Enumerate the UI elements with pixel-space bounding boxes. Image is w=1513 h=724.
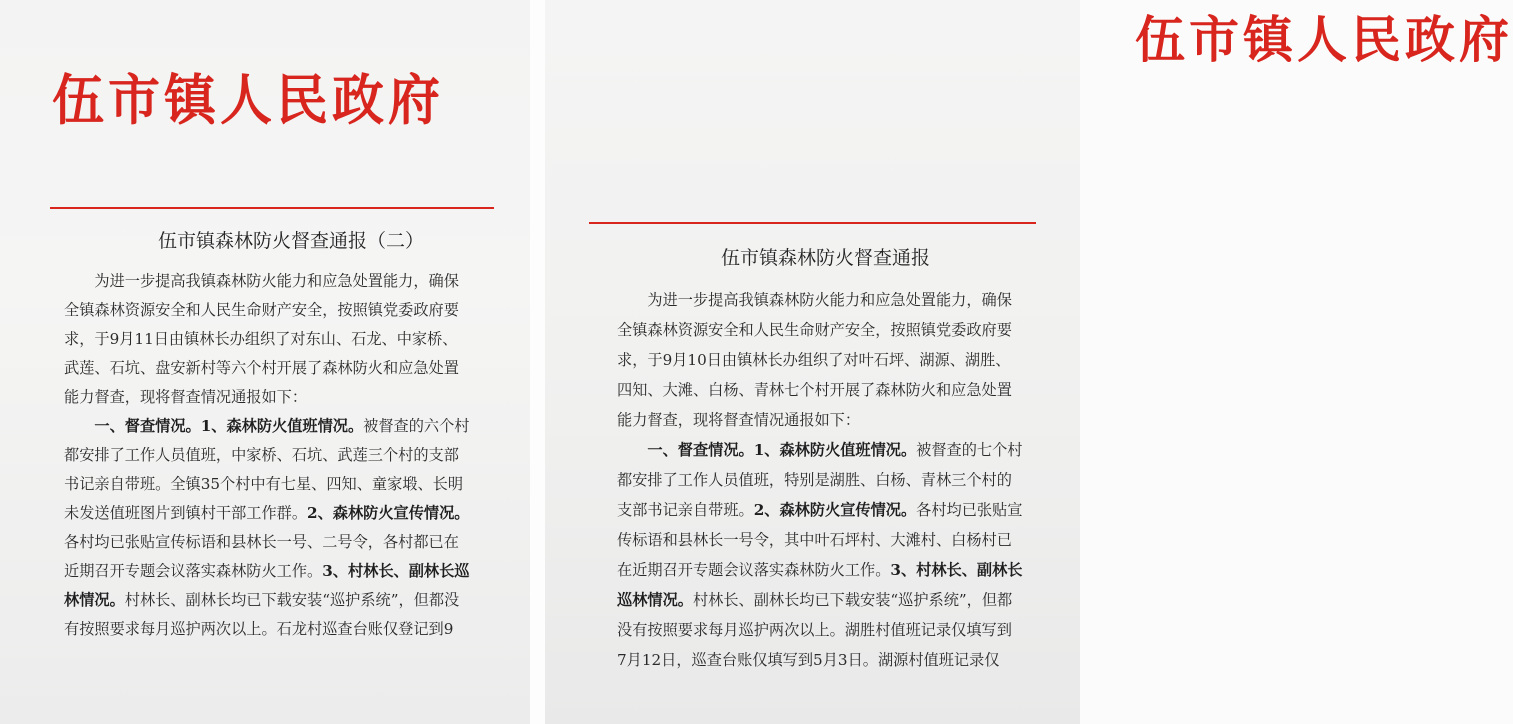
body-line-text: 被督查的七个村 bbox=[916, 441, 1023, 459]
masthead: 伍市镇人民政府 bbox=[1135, 10, 1513, 69]
body-line bbox=[64, 557, 469, 586]
body-line-bold: 一、督查情况。1、森林防火值班情况。 bbox=[94, 417, 364, 435]
document-page-left bbox=[0, 0, 530, 724]
body-line bbox=[64, 528, 469, 557]
page-gap bbox=[530, 0, 545, 724]
body-line bbox=[617, 285, 1022, 315]
body-line-bold: 一、督查情况。1、森林防火值班情况。 bbox=[647, 441, 917, 459]
body-line-bold: 2、森林防火宣传情况。 bbox=[753, 501, 917, 519]
body-line-text: 各村均已张贴宣传标语和县林长一号、二号令，各村都已在 bbox=[64, 533, 459, 551]
body-line-text: 能力督查，现将督查情况通报如下： bbox=[64, 388, 307, 406]
body-line-bold: 林情况。 bbox=[64, 591, 125, 609]
body-line bbox=[64, 296, 469, 325]
masthead: 伍市镇人民政府 bbox=[52, 68, 445, 133]
body-line-text: 有按照要求每月巡护两次以上。石龙村巡查台账仅登记到9 bbox=[64, 620, 454, 638]
body-line-text: 书记亲自带班。全镇35个村中有七星、四知、童家塅、长明 bbox=[64, 475, 464, 493]
body-line bbox=[64, 383, 469, 412]
document-page-right bbox=[545, 0, 1513, 724]
document-body bbox=[617, 285, 1022, 675]
body-line-text bbox=[617, 441, 647, 459]
body-line-text: 都安排了工作人员值班，中家桥、石坑、武莲三个村的支部 bbox=[64, 446, 459, 464]
body-line bbox=[617, 315, 1022, 345]
body-line bbox=[617, 555, 1022, 585]
body-line-text: 被督查的六个村 bbox=[363, 417, 470, 435]
body-line-bold: 3、村林长、副林长巡 bbox=[322, 562, 470, 580]
body-line-text: 全镇森林资源安全和人民生命财产安全，按照镇党委政府要 bbox=[64, 301, 459, 319]
document-title: 伍市镇森林防火督查通报（二） bbox=[158, 230, 425, 252]
body-line-text bbox=[64, 417, 94, 435]
body-line-text: 7月12日，巡查台账仅填写到5月3日。湖源村值班记录仅 bbox=[617, 651, 1000, 669]
body-line bbox=[617, 465, 1022, 495]
body-line-text: 为进一步提高我镇森林防火能力和应急处置能力，确保 bbox=[64, 272, 459, 290]
body-line-text: 村林长、副林长均已下载安装“巡护系统”，但都没 bbox=[124, 591, 460, 609]
body-line-text: 四知、大滩、白杨、青林七个村开展了森林防火和应急处置 bbox=[617, 381, 1012, 399]
body-line-text: 村林长、副林长均已下载安装“巡护系统”，但都 bbox=[692, 591, 1013, 609]
body-line-text: 都安排了工作人员值班，特别是湖胜、白杨、青林三个村的 bbox=[617, 471, 1012, 489]
body-line bbox=[617, 645, 1022, 675]
body-line-text: 求，于9月10日由镇林长办组织了对叶石坪、湖源、湖胜、 bbox=[617, 351, 1011, 369]
red-rule bbox=[50, 207, 494, 209]
body-line-text: 能力督查，现将督查情况通报如下： bbox=[617, 411, 860, 429]
body-line-text: 武莲、石坑、盘安新村等六个村开展了森林防火和应急处置 bbox=[64, 359, 459, 377]
body-line bbox=[64, 615, 469, 644]
body-line-bold: 3、村林长、副林长 bbox=[890, 561, 1023, 579]
body-line-bold: 巡林情况。 bbox=[617, 591, 693, 609]
body-line bbox=[64, 267, 469, 296]
body-line-text: 没有按照要求每月巡护两次以上。湖胜村值班记录仅填写到 bbox=[617, 621, 1012, 639]
body-line bbox=[64, 325, 469, 354]
document-body bbox=[64, 267, 469, 644]
body-line-text: 支部书记亲自带班。 bbox=[617, 501, 754, 519]
body-line-text: 在近期召开专题会议落实森林防火工作。 bbox=[617, 561, 891, 579]
body-line bbox=[617, 525, 1022, 555]
body-line bbox=[64, 441, 469, 470]
body-line bbox=[617, 375, 1022, 405]
body-line bbox=[64, 354, 469, 383]
body-line-text: 传标语和县林长一号令，其中叶石坪村、大滩村、白杨村已 bbox=[617, 531, 1012, 549]
document-title: 伍市镇森林防火督查通报 bbox=[721, 247, 931, 269]
body-line-text: 求，于9月11日由镇林长办组织了对东山、石龙、中家桥、 bbox=[64, 330, 458, 348]
body-line bbox=[617, 615, 1022, 645]
body-line bbox=[617, 405, 1022, 435]
body-line bbox=[64, 499, 469, 528]
body-line bbox=[617, 495, 1022, 525]
body-line-text: 为进一步提高我镇森林防火能力和应急处置能力，确保 bbox=[617, 291, 1012, 309]
body-line bbox=[64, 586, 469, 615]
body-line-text: 全镇森林资源安全和人民生命财产安全，按照镇党委政府要 bbox=[617, 321, 1012, 339]
red-rule bbox=[589, 222, 1036, 224]
body-line bbox=[64, 470, 469, 499]
body-line-text: 近期召开专题会议落实森林防火工作。 bbox=[64, 562, 323, 580]
body-line bbox=[617, 585, 1022, 615]
body-line-bold: 2、森林防火宣传情况。 bbox=[307, 504, 470, 522]
body-line bbox=[617, 345, 1022, 375]
body-line-text: 未发送值班图片到镇村干部工作群。 bbox=[64, 504, 307, 522]
body-line bbox=[64, 412, 469, 441]
body-line-text: 各村均已张贴宣 bbox=[916, 501, 1023, 519]
body-line bbox=[617, 435, 1022, 465]
